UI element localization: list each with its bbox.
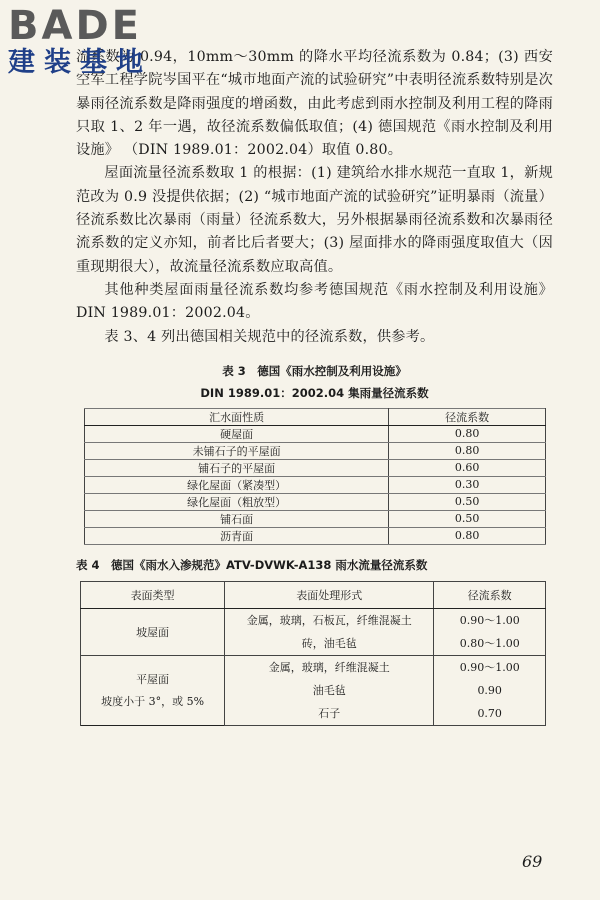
table-cell: 0.30 xyxy=(389,476,546,493)
logo-wordmark: BADE xyxy=(8,3,142,49)
table-cell: 0.50 xyxy=(389,510,546,527)
table-row xyxy=(81,655,546,679)
table-cell: 绿化屋面（粗放型） xyxy=(85,493,389,510)
table4 xyxy=(80,581,546,726)
table-header-cell: 表面处理形式 xyxy=(225,581,434,608)
table-cell: 0.90 xyxy=(434,679,546,702)
table-row xyxy=(81,608,546,632)
surface-type-cell xyxy=(81,608,225,655)
table-cell: 金属，玻璃，石板瓦，纤维混凝土 xyxy=(225,608,434,632)
paragraph: 其他种类屋面雨量径流系数均参考德国规范《雨水控制及利用设施》DIN 1989.01：2002.04。 xyxy=(76,281,553,322)
table-cell: 油毛毡 xyxy=(225,679,434,702)
table-row xyxy=(85,442,546,459)
paragraph: 屋面流量径流系数取 1 的根据：(1) 建筑给水排水规范一直取 1，新规范改为 0.9 没提供依据；(2) “城市地面产流的试验研究”证明暴雨（流量）径流系数比次暴雨（雨量）径流系数大，另外根据暴雨径流系数和次暴雨径流系数的定义亦知，前者比后者要大；(3) 屋面排水的降雨强度取值大（因重现期很大），故流量径流系数应取高值。 xyxy=(76,165,553,275)
table-row xyxy=(85,425,546,442)
table-cell: 硬屋面 xyxy=(85,425,389,442)
table-cell: 石子 xyxy=(225,702,434,726)
table-cell: 沥青面 xyxy=(85,527,389,544)
table3-caption: 表 3 德国《雨水控制及利用设施》 xyxy=(222,363,407,378)
table3-subcaption: DIN 1989.01：2002.04 集雨量径流系数 xyxy=(200,385,429,400)
table-row xyxy=(85,459,546,476)
surface-type-cell xyxy=(81,655,225,725)
logo-subtitle: 建装基地 xyxy=(8,47,152,78)
table-row xyxy=(85,527,546,544)
table-cell: 0.90～1.00 xyxy=(434,655,546,679)
table3 xyxy=(84,408,546,545)
table-cell: 绿化屋面（紧凑型） xyxy=(85,476,389,493)
table-cell: 金属，玻璃，纤维混凝土 xyxy=(225,655,434,679)
table4-caption: 表 4 德国《雨水入渗规范》ATV-DVWK-A138 雨水流量径流系数 xyxy=(76,557,428,572)
table-cell: 0.80 xyxy=(389,442,546,459)
table-header-cell: 径流系数 xyxy=(434,581,546,608)
page-body xyxy=(76,46,553,726)
table-cell: 砖，油毛毡 xyxy=(225,632,434,656)
table-header-row xyxy=(81,581,546,608)
table-row xyxy=(85,493,546,510)
table-cell: 0.80～1.00 xyxy=(434,632,546,656)
table-header-cell: 表面类型 xyxy=(81,581,225,608)
surface-type-label: 平屋面 xyxy=(136,673,170,687)
page-number: 69 xyxy=(522,852,543,871)
table-cell: 0.60 xyxy=(389,459,546,476)
table-cell: 0.70 xyxy=(434,702,546,726)
table-header-cell: 径流系数 xyxy=(389,408,546,425)
surface-type-note: 坡度小于 3°，或 5% xyxy=(101,695,205,709)
table-header-cell: 汇水面性质 xyxy=(85,408,389,425)
table-cell: 未铺石子的平屋面 xyxy=(85,442,389,459)
table-cell: 铺石子的平屋面 xyxy=(85,459,389,476)
watermark-logo xyxy=(8,3,152,78)
table-row xyxy=(85,476,546,493)
table-cell: 0.50 xyxy=(389,493,546,510)
table-row xyxy=(85,510,546,527)
table-cell: 0.80 xyxy=(389,425,546,442)
table-header-row xyxy=(85,408,546,425)
surface-type-label: 坡屋面 xyxy=(136,625,170,639)
table-cell: 铺石面 xyxy=(85,510,389,527)
table-cell: 0.80 xyxy=(389,527,546,544)
paragraph: 表 3、4 列出德国相关规范中的径流系数，供参考。 xyxy=(104,328,435,345)
paragraph: 流系数为 0.94，10mm～30mm 的降水平均径流系数为 0.84；(3) 西安空军工程学院岑国平在“城市地面产流的试验研究”中表明径流系数特别是次暴雨径流系数是降雨强度的增函数，由此考虑到雨水控制及利用工程的降雨只取 1、2 年一遇，故径流系数偏低取值；(4) 德国规范《雨水控制及利用设施》 （DIN 1989.01：2002.04）取值 0.80。 xyxy=(76,49,553,159)
table-cell: 0.90～1.00 xyxy=(434,608,546,632)
